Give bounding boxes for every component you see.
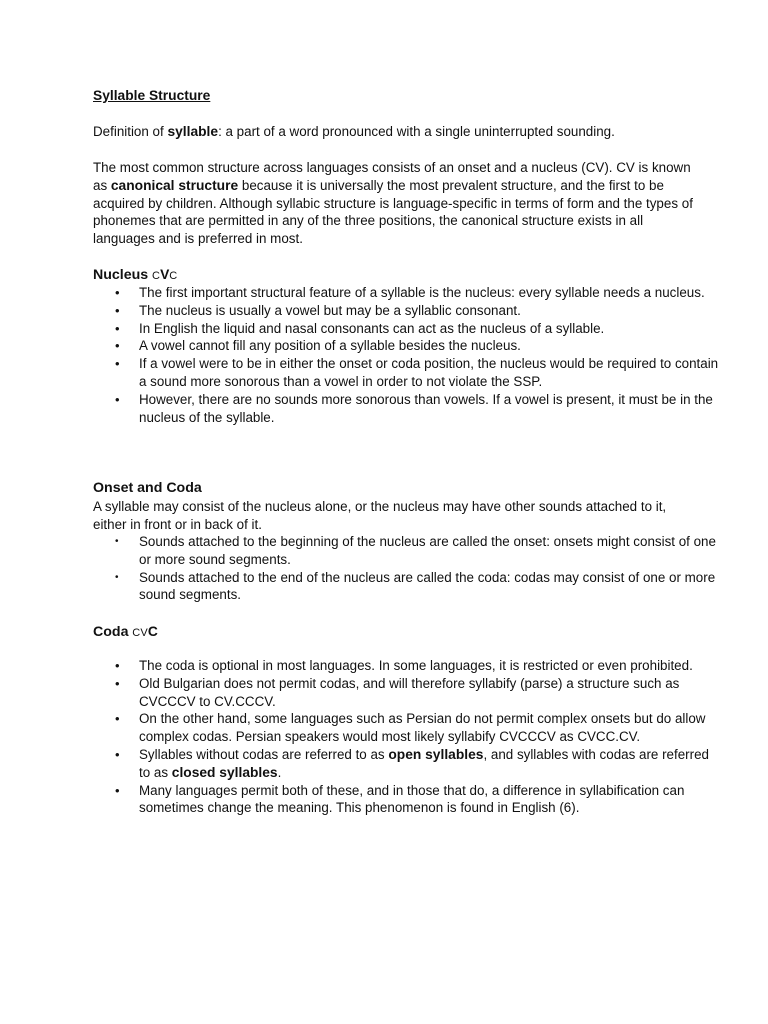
nucleus-marker-pre: C	[151, 270, 161, 282]
list-item: • In English the liquid and nasal consonants can act as the nucleus of a syllable.	[139, 320, 721, 338]
nucleus-list	[93, 284, 721, 426]
coda-list	[93, 657, 721, 817]
list-item: • On the other hand, some languages such as Persian do not permit complex onsets but do allow complex codas. Persian speakers would most likely syllabify CVCCCV as CVCC.CV.	[139, 710, 721, 746]
coda-heading-text: Coda	[93, 624, 129, 640]
coda-heading	[93, 623, 693, 643]
intro-text-1: The most common structure across languages consists of an onset and a nucleus (CV). CV is known as	[93, 160, 691, 193]
intro-text-2: because it is universally the most prevalent structure, and the first to be acquired by children. Although syllabic structure is language-specific in terms of form and the types of phonemes that are permitted in any of the three positions, the canonical structure exists in all languages and is preferred in most.	[93, 177, 693, 247]
definition-paragraph	[93, 123, 693, 141]
intro-paragraph	[93, 159, 693, 248]
definition-text: : a part of a word pronounced with a single uninterrupted sounding.	[218, 124, 615, 139]
coda-marker-main: C	[147, 624, 158, 639]
nucleus-heading	[93, 266, 693, 286]
onset-coda-paragraph: A syllable may consist of the nucleus alone, or the nucleus may have other sounds attached to it, either in front or in back of it.	[93, 499, 667, 532]
nucleus-marker-main: V	[160, 267, 170, 282]
list-item: • However, there are no sounds more sonorous than vowels. If a vowel is present, it must be in the nucleus of the syllable.	[139, 391, 721, 427]
page-title: Syllable Structure	[93, 88, 211, 103]
list-item: • Old Bulgarian does not permit codas, and will therefore syllabify (parse) a structure such as CVCCCV to CV.CCCV.	[139, 675, 721, 711]
intro-term: canonical structure	[110, 177, 239, 193]
list-item	[139, 746, 721, 782]
list-item: • Many languages permit both of these, and in those that do, a difference in syllabification can sometimes change the meaning. This phenomenon is found in English (6).	[139, 782, 721, 818]
closed-syllables-text: , and syllables with codas are referred to as	[139, 746, 709, 780]
list-item: • The coda is optional in most languages. In some languages, it is restricted or even prohibited.	[139, 657, 721, 675]
list-item: • Sounds attached to the end of the nucleus are called the coda: codas may consist of one or more sound segments.	[139, 569, 721, 605]
definition-prefix: Definition of	[93, 124, 168, 139]
closed-syllables-term: closed syllables	[171, 764, 278, 780]
list-item: • Sounds attached to the beginning of the nucleus are called the onset: onsets might consist of one or more sound segments.	[139, 533, 721, 569]
list-item: • The first important structural feature of a syllable is the nucleus: every syllable needs a nucleus.	[139, 284, 721, 302]
onset-coda-heading: Onset and Coda	[93, 480, 202, 496]
open-syllables-term: open syllables	[388, 746, 484, 762]
list-item: • The nucleus is usually a vowel but may be a syllablic consonant.	[139, 302, 721, 320]
open-syllables-text: Syllables without codas are referred to as	[139, 746, 389, 762]
list-item: • If a vowel were to be in either the onset or coda position, the nucleus would be required to contain a sound more sonorous than a vowel in order to not violate the SSP.	[139, 355, 721, 391]
nucleus-marker-post: C	[169, 270, 178, 282]
closed-syllables-end: .	[277, 764, 282, 780]
coda-marker-pre: CV	[132, 627, 148, 639]
onset-coda-list	[93, 533, 721, 604]
list-item: • A vowel cannot fill any position of a syllable besides the nucleus.	[139, 337, 721, 355]
nucleus-heading-text: Nucleus	[93, 267, 149, 283]
definition-term: syllable	[167, 124, 219, 139]
